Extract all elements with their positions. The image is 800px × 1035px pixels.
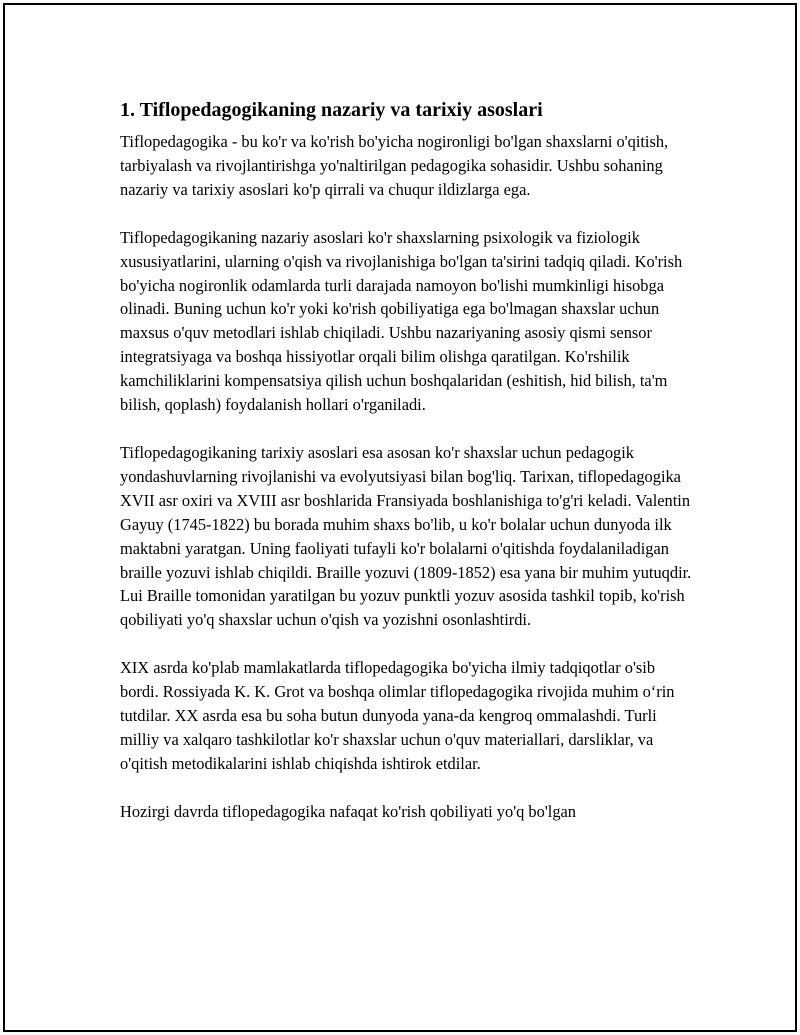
paragraph-theoretical-foundations: Tiflopedagogikaning nazariy asoslari ko'r shaxslarning psixologik va fiziologik xususiyatlarini, ularning o'qish va rivojlanishiga bo'lgan ta'sirini tadqiq qiladi. Ko'rish bo'yicha nogironlik odamlarda turli darajada namoyon bo'lishi mumkinligi hisobga olinadi. Buning uchun ko'r yoki ko'rish qobiliyatiga ega bo'lmagan shaxslar uchun maxsus o'quv metodlari ishlab chiqiladi. Ushbu nazariyaning asosiy qismi sensor integratsiyaga va boshqa hissiyotlar orqali bilim olishga qaratilgan. Ko'rshilik kamchiliklarini kompensatsiya qilish uchun boshqalaridan (eshitish, hid bilish, ta'm bilish, qoplash) foydalanish hollari o'rganiladi. xyxy=(120,227,683,415)
paragraph-introduction: Tiflopedagogika - bu ko'r va ko'rish bo'yicha nogironligi bo'lgan shaxslarni o'qitish, tarbiyalash va rivojlantirishga yo'naltirilgan pedagogika sohasidir. Ushbu sohaning nazariy va tarixiy asoslari ko'p qirrali va chuqur ildizlarga ega. xyxy=(120,132,669,199)
page-content xyxy=(120,97,692,848)
section-title: 1. Tiflopedagogikaning nazariy va tarixiy asoslari xyxy=(120,99,543,121)
paragraph-historical-foundations: Tiflopedagogikaning tarixiy asoslari esa asosan ko'r shaxslar uchun pedagogik yondashuvlarning rivojlanishi va evolyutsiyasi bilan bog'liq. Tarixan, tiflopedagogika XVII asr oxiri va XVIII asr boshlarida Fransiyada boshlanishiga to'g'ri keladi. Valentin Gayuy (1745-1822) bu borada muhim shaxs bo'lib, u ko'r bolalar uchun dunyoda ilk maktabni yaratgan. Uning faoliyati tufayli ko'r bolalarni o'qitishda foydalaniladigan braille yozuvi ishlab chiqildi. Braille yozuvi (1809-1852) esa yana bir muhim yutuqdir. Lui Braille tomonidan yaratilgan bu yozuv punktli yozuv asosida tashkil topib, ko'rish qobiliyati yo'q shaxslar uchun o'qish va yozishni osonlashtirdi. xyxy=(120,442,692,630)
document-page xyxy=(3,3,797,1032)
paragraph-19th-20th-century: XIX asrda ko'plab mamlakatlarda tiflopedagogika bo'yicha ilmiy tadqiqotlar o'sib bordi. Rossiyada K. K. Grot va boshqa olimlar tiflopedagogika rivojida muhim o‘rin tutdilar. XX asrda esa bu soha butun dunyoda yana-da kengroq ommalashdi. Turli milliy va xalqaro tashkilotlar ko'r shaxslar uchun o'quv materiallari, darsliklar, va o'qitish metodikalarini ishlab chiqishda ishtirok etdilar. xyxy=(120,658,675,773)
paragraph-present-day: Hozirgi davrda tiflopedagogika nafaqat ko'rish qobiliyati yo'q bo'lgan xyxy=(120,801,577,821)
